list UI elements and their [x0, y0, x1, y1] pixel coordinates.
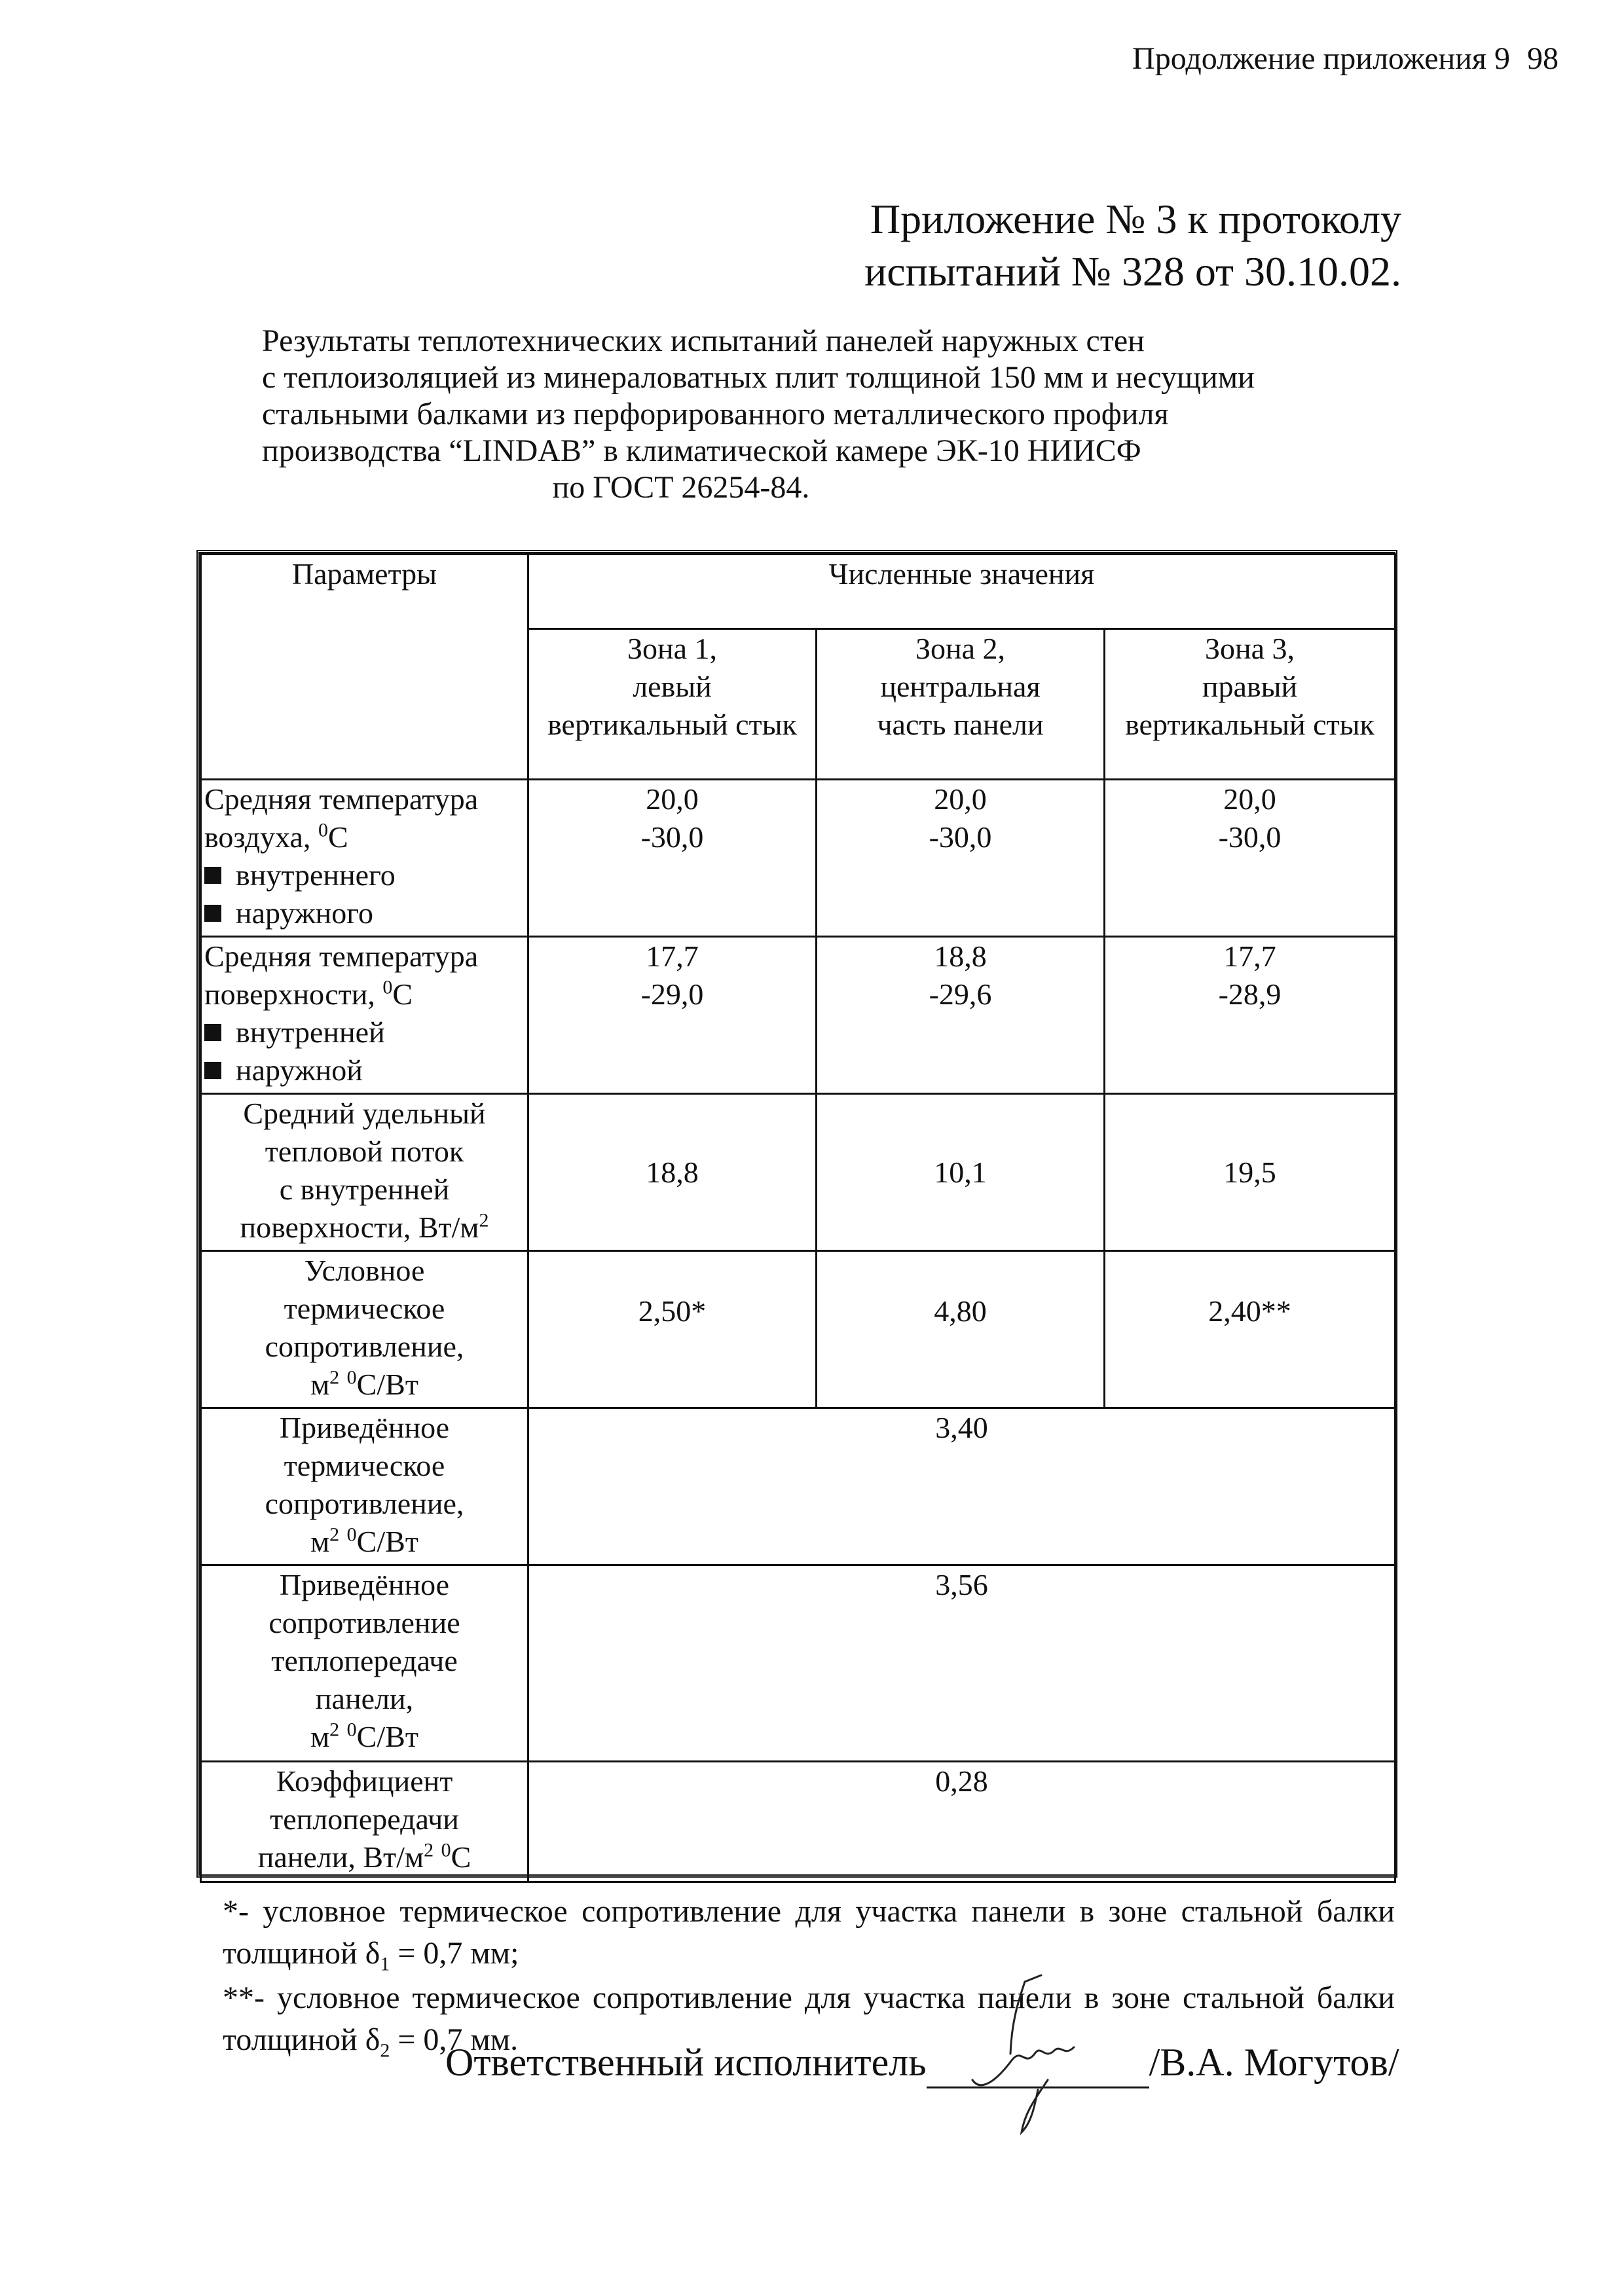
- footnote-1: *- условное термическое сопротивление для участка панели в зоне стальной балки толщиной $\delta_1 = 0,7$ мм;: [223, 1894, 1395, 1975]
- continuation-label: Продолжение приложения 9: [1132, 41, 1510, 76]
- param-reduced-transfer-resistance: Приведённое сопротивление теплопередаче панели, $м^2$ $^0$С/Вт: [201, 1565, 528, 1762]
- value-coefficient: 0,28: [528, 1762, 1395, 1882]
- value-flux-zone-3: 19,5: [1105, 1094, 1395, 1251]
- param-air-temperature: Средняя температура воздуха, $^0$С внутреннего наружного: [201, 780, 528, 937]
- title-line-2: с теплоизоляцией из минераловатных плит толщиной 150 мм и несущими: [262, 360, 1255, 395]
- title-line-5: по ГОСТ 26254-84.: [552, 470, 810, 505]
- title-line-4: производства “LINDAB” в климатической камере ЭК-10 НИИСФ: [262, 433, 1141, 468]
- table-row-surface-temperature: [201, 937, 1395, 1094]
- title-line-3: стальными балками из перфорированного металлического профиля: [262, 397, 1169, 431]
- table-header-row: [201, 555, 1395, 629]
- bullet-icon: [204, 867, 221, 884]
- bullet-icon: [204, 905, 221, 922]
- bullet-icon: [204, 1062, 221, 1079]
- header-parameters: Параметры: [201, 555, 528, 780]
- value-surface-zone-3: 17,7 -28,9: [1105, 937, 1395, 1094]
- page-header: [1132, 39, 1559, 79]
- title-line-1: Результаты теплотехнических испытаний панелей наружных стен: [262, 323, 1145, 358]
- param-reduced-thermal-resistance: Приведённое термическое сопротивление, $м^2$ $^0$С/Вт: [201, 1408, 528, 1565]
- value-surface-zone-1: 17,7 -29,0: [528, 937, 817, 1094]
- appendix-reference: [864, 193, 1401, 298]
- page-number: 98: [1527, 41, 1559, 76]
- header-numeric-values: Численные значения: [528, 555, 1395, 629]
- signature-block: [445, 2036, 1399, 2088]
- param-surface-temperature: Средняя температура поверхности, $^0$С внутренней наружной: [201, 937, 528, 1094]
- value-surface-zone-2: 18,8 -29,6: [817, 937, 1105, 1094]
- document-title: [262, 323, 1255, 506]
- appendix-line-2: испытаний № 328 от 30.10.02.: [864, 248, 1401, 295]
- signature-name: /В.А. Могутов/: [1149, 2041, 1399, 2084]
- table-row-reduced-thermal-resistance: [201, 1408, 1395, 1565]
- footnote-2: **- условное термическое сопротивление для участка панели в зоне стальной балки толщиной $\delta_2 = 0,7$ мм.: [223, 1980, 1395, 2062]
- table-row-heat-flux: [201, 1094, 1395, 1251]
- value-cond-zone-2: 4,80: [817, 1251, 1105, 1408]
- table-row-air-temperature: [201, 780, 1395, 937]
- value-cond-zone-1: 2,50*: [528, 1251, 817, 1408]
- table-row-coefficient: [201, 1762, 1395, 1882]
- value-flux-zone-1: 18,8: [528, 1094, 817, 1251]
- header-zone-1: Зона 1, левый вертикальный стык: [528, 629, 817, 780]
- results-table-frame: [196, 550, 1397, 1878]
- value-air-zone-1: 20,0 -30,0: [528, 780, 817, 937]
- param-coefficient: Коэффициент теплопередачи панели, $Вт/м^2$ $^0$С: [201, 1762, 528, 1882]
- param-conditional-resistance: Условное термическое сопротивление, $м^2$ $^0$С/Вт: [201, 1251, 528, 1408]
- value-air-zone-2: 20,0 -30,0: [817, 780, 1105, 937]
- value-flux-zone-2: 10,1: [817, 1094, 1105, 1251]
- handwritten-signature-icon: [927, 1969, 1149, 2139]
- value-reduced-thermal: 3,40: [528, 1408, 1395, 1565]
- table-row-conditional-resistance: [201, 1251, 1395, 1408]
- results-table: [200, 553, 1396, 1883]
- param-heat-flux: Средний удельный тепловой поток с внутренней поверхности, $Вт/м^2$: [201, 1094, 528, 1251]
- value-air-zone-3: 20,0 -30,0: [1105, 780, 1395, 937]
- value-cond-zone-3: 2,40**: [1105, 1251, 1395, 1408]
- header-zone-3: Зона 3, правый вертикальный стык: [1105, 629, 1395, 780]
- signature-line: [927, 2047, 1149, 2088]
- bullet-icon: [204, 1024, 221, 1041]
- table-row-reduced-transfer-resistance: [201, 1565, 1395, 1762]
- value-reduced-transfer: 3,56: [528, 1565, 1395, 1762]
- header-zone-2: Зона 2, центральная часть панели: [817, 629, 1105, 780]
- signature-label: Ответственный исполнитель: [445, 2041, 927, 2084]
- appendix-line-1: Приложение № 3 к протоколу: [870, 196, 1401, 242]
